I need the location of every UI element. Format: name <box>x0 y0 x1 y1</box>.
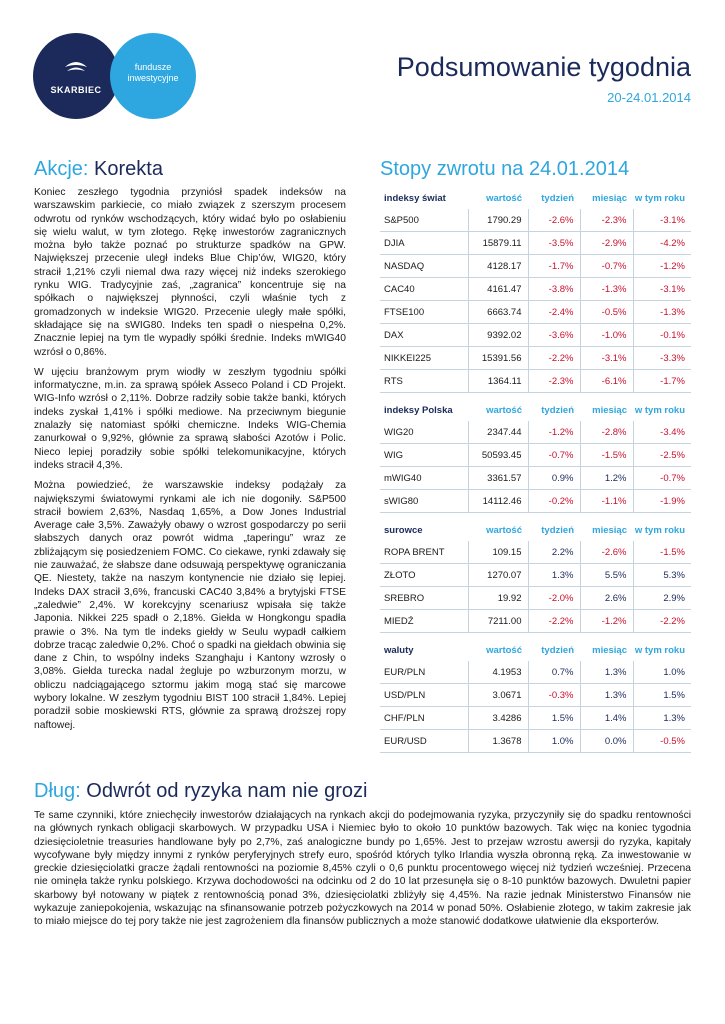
week-change: 1.3% <box>528 564 580 587</box>
week-change: 1.5% <box>528 707 580 730</box>
ytd-change: 1.3% <box>633 707 691 730</box>
month-change: -0.7% <box>580 255 633 278</box>
column-header: w tym roku <box>634 192 685 204</box>
month-change: 1.4% <box>580 707 633 730</box>
month-change: 1.3% <box>580 661 633 684</box>
month-change: -2.6% <box>580 541 633 564</box>
instrument-name: MIEDŹ <box>380 610 468 633</box>
ytd-change: -3.1% <box>633 278 691 301</box>
column-header: wartość <box>486 192 522 204</box>
equities-title <box>34 158 163 181</box>
debt-title-rest: Odwrót od ryzyka nam nie grozi <box>80 780 368 802</box>
instrument-name: ROPA BRENT <box>380 541 468 564</box>
equities-paragraph-1: Koniec zeszłego tygodnia przyniósł spadek indeksów na warszawskim parkiecie, co miało związek z szerszym procesem odwrotu od rynków wschodzących, który widać było po osłabieniu się wielu walut, w tym złotego. Rękę inwestorów zagranicznych można było także poznać po strukturze spadków na GPW. Największej przecenie uległ indeks Blue Chip’ów, WIG20, który stracił 1,21% czyli niemal dwa razy więcej niż indeks szerokiego rynku WIG. Tradycyjnie zaś, „zagranica” koncentruje się na spółkach o największej płynności, czyli właśnie tych z gromadzonych w indeksie WIG20. Przecenie uległy małe spółki, składające się na sWIG80. Indeks ten spadł o niespełna 0,2%. Znacznie lepiej na tym tle wypadły spółki średnie. Indeks mWIG40 wzrósł o 0,86%. <box>34 187 346 358</box>
column-header: tydzień <box>541 404 574 416</box>
week-change: -1.2% <box>528 421 580 444</box>
instrument-value: 14112.46 <box>468 490 528 513</box>
group-header: surowce <box>384 524 423 536</box>
column-header: tydzień <box>541 644 574 656</box>
instrument-value: 9392.02 <box>468 324 528 347</box>
instrument-name: NIKKEI225 <box>380 347 468 370</box>
month-change: 5.5% <box>580 564 633 587</box>
table-row <box>380 730 691 753</box>
table-row <box>380 541 691 564</box>
ytd-change: -1.7% <box>633 370 691 393</box>
ytd-change: -3.4% <box>633 421 691 444</box>
group-header: indeksy Polska <box>384 404 453 416</box>
instrument-value: 1790.29 <box>468 209 528 232</box>
week-change: -2.0% <box>528 587 580 610</box>
week-change: -0.7% <box>528 444 580 467</box>
table-row <box>380 347 691 370</box>
instrument-name: WIG20 <box>380 421 468 444</box>
instrument-value: 15391.56 <box>468 347 528 370</box>
table-header-row <box>380 639 691 661</box>
instrument-value: 4161.47 <box>468 278 528 301</box>
table-row <box>380 661 691 684</box>
ytd-change: 5.3% <box>633 564 691 587</box>
month-change: -3.1% <box>580 347 633 370</box>
group-header: indeksy świat <box>384 192 446 204</box>
returns-table <box>380 519 691 633</box>
equities-title-accent: Akcje: <box>34 158 89 180</box>
equities-title-rest: Korekta <box>88 158 163 180</box>
returns-title: Stopy zwrotu na 24.01.2014 <box>380 158 630 180</box>
ytd-change: -4.2% <box>633 232 691 255</box>
column-header: miesiąc <box>592 524 627 536</box>
table-row <box>380 490 691 513</box>
group-header: waluty <box>384 644 414 656</box>
week-change: -0.2% <box>528 490 580 513</box>
month-change: 2.6% <box>580 587 633 610</box>
table-row <box>380 444 691 467</box>
week-change: 2.2% <box>528 541 580 564</box>
instrument-name: CHF/PLN <box>380 707 468 730</box>
month-change: -1.0% <box>580 324 633 347</box>
column-header: miesiąc <box>592 644 627 656</box>
ytd-change: 1.5% <box>633 684 691 707</box>
instrument-value: 3.4286 <box>468 707 528 730</box>
month-change: -2.9% <box>580 232 633 255</box>
table-row <box>380 301 691 324</box>
instrument-value: 3.0671 <box>468 684 528 707</box>
column-header: tydzień <box>541 192 574 204</box>
table-header-row <box>380 519 691 541</box>
ytd-change: -1.5% <box>633 541 691 564</box>
debt-title <box>34 780 367 803</box>
table-row <box>380 278 691 301</box>
table-row <box>380 209 691 232</box>
debt-paragraph: Te same czynniki, które zniechęciły inwestorów działających na rynkach akcji do podejmowania ryzyka, przyczyniły się do spadku rentowności na głównych rynkach obligacji skarbowych. W przypadku USA i Niemiec było to około 10 punktów bazowych. Tak więc na koniec tygodnia dziesięcioletnie treasuries handlowane były po 2,7%, zaś analogiczne bundy po 1,65%. Jest to przejaw wzrostu awersji do ryzyka, kapitały wycofywane były między innymi z rynków peryferyjnych strefy euro, spośród których tylko Irlandia wyszła obronną ręką. Za inwestowanie w greckie dziesięciolatki gracze żądali rentowności na poziomie 8,45% czyli o 0,6 punktu procentowego więcej niż tydzień wcześniej. Przecena nie ominęła także rynku polskiego. Krzywa dochodowości na odcinku od 2 do 10 lat przesunęła się o 8-10 punktów bazowych. Dwuletni papier skarbowy był notowany w piątek z rentownością ponad 3%, dziesięciolatki zbliżyły się 4,45%. Na razie jednak Ministerstwo Finansów nie wykazuje zaniepokojenia, wskazując na sfinansowanie potrzeb pożyczkowych na 2014 w ponad 50%. Osłabienie złotego, w takim zakresie jak to miało miejsce do tej pory także nie jest zagrożeniem dla finansów publicznych a może stanowić dodatkowe ułatwienie dla eksporterów. <box>34 810 691 928</box>
instrument-name: ZŁOTO <box>380 564 468 587</box>
instrument-value: 15879.11 <box>468 232 528 255</box>
column-header: tydzień <box>541 524 574 536</box>
instrument-value: 4128.17 <box>468 255 528 278</box>
page-date: 20-24.01.2014 <box>607 90 691 105</box>
month-change: 1.2% <box>580 467 633 490</box>
table-row <box>380 707 691 730</box>
ytd-change: -3.1% <box>633 209 691 232</box>
instrument-name: NASDAQ <box>380 255 468 278</box>
instrument-value: 19.92 <box>468 587 528 610</box>
instrument-value: 1364.11 <box>468 370 528 393</box>
returns-table <box>380 399 691 513</box>
week-change: -2.6% <box>528 209 580 232</box>
month-change: 1.3% <box>580 684 633 707</box>
table-row <box>380 684 691 707</box>
week-change: -1.7% <box>528 255 580 278</box>
week-change: -3.8% <box>528 278 580 301</box>
week-change: -0.3% <box>528 684 580 707</box>
month-change: -2.3% <box>580 209 633 232</box>
equities-paragraph-2: W ujęciu branżowym prym wiodły w zeszłym tygodniu spółki informatyczne, m.in. za sprawą spółek Asseco Poland i CD Projekt. WIG-Info wzrósł o 2,11%. Dobrze radziły sobie także banki, których indeks zyskał 1,41% i spółki mediowe. Na przeciwnym biegunie znalazły się natomiast spółki chemiczne. Indeks WIG-Chemia zanurkował o 9,92%, głównie za sprawą słabości Azotów i Polic. Nieco lepiej poradziły sobie spółki telekomunikacyjne, których indeks stracił 4,3%. <box>34 366 346 471</box>
skarbiec-logo <box>33 33 119 119</box>
column-header: wartość <box>486 644 522 656</box>
column-header: wartość <box>486 404 522 416</box>
instrument-name: EUR/PLN <box>380 661 468 684</box>
week-change: 0.9% <box>528 467 580 490</box>
ytd-change: -1.9% <box>633 490 691 513</box>
returns-table <box>380 187 691 393</box>
instrument-value: 7211.00 <box>468 610 528 633</box>
ytd-change: 2.9% <box>633 587 691 610</box>
skarbiec-mark-icon <box>63 57 89 77</box>
month-change: -1.1% <box>580 490 633 513</box>
debt-title-accent: Dług: <box>34 780 81 802</box>
instrument-name: EUR/USD <box>380 730 468 753</box>
month-change: -2.8% <box>580 421 633 444</box>
table-row <box>380 232 691 255</box>
debt-article <box>34 809 691 929</box>
week-change: -3.5% <box>528 232 580 255</box>
table-row <box>380 564 691 587</box>
week-change: 1.0% <box>528 730 580 753</box>
equities-paragraph-3: Można powiedzieć, że warszawskie indeksy podążały za największymi światowymi rynkami ale ich nie dogoniły. S&P500 stracił bowiem 2,63%, Nasdaq 1,65%, a Dow Jones Industrial Average całe 3,5%. Zaważyły obawy o wzrost gospodarczy po serii słabszych danych oraz powrót widma „taperingu” wraz ze zbliżającym się posiedzeniem FOMC. Co ciekawe, rynki zdawały się nie zauważać, że słabsze dane odsuwają perspektywę ograniczania QE. Niestety, także na naszym kontynencie nie działo się lepiej. Indeks DAX stracił 3,6%, francuski CAC40 3,84% a brytyjski FTSE „zaledwie” 2,4%. W korekcyjny scenariusz wpisała się także Japonia. Nikkei 225 spadł o 2,18%. Giełda w Hongkongu spadła prawie o 3%. Na tym tle indeks giełdy w Seulu wypadł całkiem dobrze tracąc zaledwie 0,2%. Choć o spadki na giełdach obwinia się dane z Chin, to wspólny indeks Szanghaju i Kantony wzrosły o 3,08%. Giełda turecka nadal żegluje po wzburzonym morzu, w obliczu nadciągającego sztormu jakim mogą stać się marcowe wybory lokalne. W zeszłym tygodniu BIST 100 stracił 1,84%. Lepiej poradził sobie moskiewski RTS, głównie za sprawą droższej ropy naftowej. <box>34 480 346 731</box>
instrument-value: 2347.44 <box>468 421 528 444</box>
page-title: Podsumowanie tygodnia <box>396 52 691 82</box>
month-change: -6.1% <box>580 370 633 393</box>
week-change: -2.3% <box>528 370 580 393</box>
ytd-change: 1.0% <box>633 661 691 684</box>
instrument-value: 6663.74 <box>468 301 528 324</box>
equities-article <box>34 186 346 739</box>
instrument-name: FTSE100 <box>380 301 468 324</box>
column-header: w tym roku <box>634 524 685 536</box>
instrument-name: USD/PLN <box>380 684 468 707</box>
ytd-change: -3.3% <box>633 347 691 370</box>
column-header: w tym roku <box>634 404 685 416</box>
table-header-row <box>380 187 691 209</box>
instrument-name: S&P500 <box>380 209 468 232</box>
table-row <box>380 467 691 490</box>
ytd-change: -0.5% <box>633 730 691 753</box>
month-change: -1.2% <box>580 610 633 633</box>
instrument-value: 1.3678 <box>468 730 528 753</box>
instrument-name: DAX <box>380 324 468 347</box>
table-row <box>380 370 691 393</box>
column-header: miesiąc <box>592 404 627 416</box>
month-change: 0.0% <box>580 730 633 753</box>
table-row <box>380 587 691 610</box>
ytd-change: -1.3% <box>633 301 691 324</box>
instrument-value: 1270.07 <box>468 564 528 587</box>
ytd-change: -0.1% <box>633 324 691 347</box>
table-header-row <box>380 399 691 421</box>
instrument-value: 4.1953 <box>468 661 528 684</box>
table-row <box>380 255 691 278</box>
instrument-name: SREBRO <box>380 587 468 610</box>
week-change: -3.6% <box>528 324 580 347</box>
brand-sub-logo <box>110 33 196 119</box>
instrument-name: sWIG80 <box>380 490 468 513</box>
month-change: -1.5% <box>580 444 633 467</box>
month-change: -1.3% <box>580 278 633 301</box>
ytd-change: -2.2% <box>633 610 691 633</box>
week-change: 0.7% <box>528 661 580 684</box>
returns-tables <box>380 187 691 759</box>
week-change: -2.2% <box>528 610 580 633</box>
month-change: -0.5% <box>580 301 633 324</box>
column-header: miesiąc <box>592 192 627 204</box>
ytd-change: -2.5% <box>633 444 691 467</box>
ytd-change: -1.2% <box>633 255 691 278</box>
returns-table <box>380 639 691 753</box>
instrument-value: 109.15 <box>468 541 528 564</box>
brand-name: SKARBIEC <box>50 85 102 95</box>
week-change: -2.4% <box>528 301 580 324</box>
instrument-name: mWIG40 <box>380 467 468 490</box>
week-change: -2.2% <box>528 347 580 370</box>
table-row <box>380 324 691 347</box>
ytd-change: -0.7% <box>633 467 691 490</box>
column-header: w tym roku <box>634 644 685 656</box>
table-row <box>380 610 691 633</box>
column-header: wartość <box>486 524 522 536</box>
instrument-name: WIG <box>380 444 468 467</box>
instrument-value: 3361.57 <box>468 467 528 490</box>
brand-subtitle: fundusze inwestycyjne <box>127 62 179 83</box>
instrument-name: DJIA <box>380 232 468 255</box>
instrument-value: 50593.45 <box>468 444 528 467</box>
instrument-name: RTS <box>380 370 468 393</box>
table-row <box>380 421 691 444</box>
instrument-name: CAC40 <box>380 278 468 301</box>
